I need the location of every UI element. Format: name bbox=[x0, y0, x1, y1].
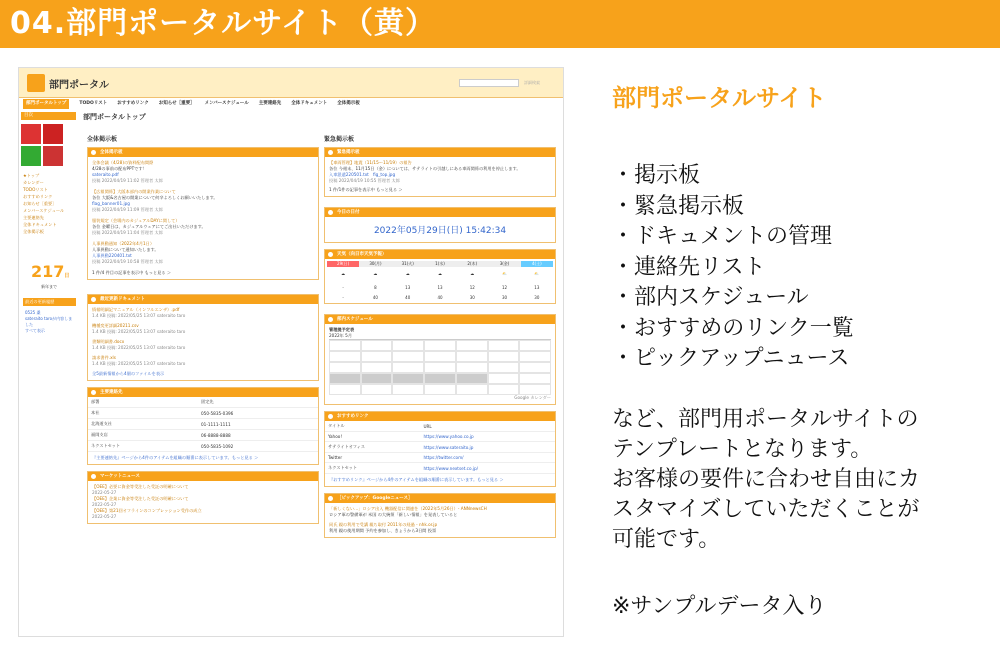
weather-day: 4(土) bbox=[521, 261, 553, 267]
weather-max-value: 30 bbox=[502, 295, 508, 300]
cloud-icon: ☁ bbox=[405, 271, 410, 276]
table-row bbox=[325, 453, 555, 463]
pickup-panel-header: ［ピックアップ：Googleニュース］ bbox=[325, 494, 555, 503]
table-row bbox=[88, 408, 318, 419]
emergency-panel bbox=[324, 147, 556, 197]
nav-item[interactable]: お知らせ［重要］ bbox=[158, 101, 195, 106]
weather-panel-header: 天気（向日市天気予報） bbox=[325, 250, 555, 259]
emergency-footer[interactable]: 1 件/1件の記事を表示中 もっと見る ＞ bbox=[329, 187, 403, 192]
contacts-table bbox=[88, 397, 318, 452]
nav-item[interactable]: 主要連絡先 bbox=[258, 101, 282, 106]
post-title[interactable]: 服装規定（会場内のカジュアルDAYに関して） bbox=[92, 218, 180, 223]
post-body: 各位 今週末、11月15日（金）については、サテライトの引越しにある車両関係の利用を停止します。 bbox=[329, 166, 521, 171]
file-name[interactable]: 入車派遣220501.txt bbox=[329, 172, 369, 177]
table-row bbox=[88, 419, 318, 430]
news-body: ロシア軍の警備軍が 米国 の大統領「新しい情報」を発表していると bbox=[329, 512, 458, 517]
portal-header bbox=[19, 68, 563, 98]
docs-panel-header: 最近更新ドキュメント bbox=[88, 295, 318, 304]
table-cell: Yahoo! bbox=[325, 432, 420, 442]
sidebar-item[interactable]: おすすめリンク bbox=[23, 194, 53, 199]
recent-item[interactable]: 0525 桑 bbox=[25, 310, 41, 315]
calendar-footer: Google カレンダー bbox=[514, 395, 551, 400]
table-cell: サテライトオフィス bbox=[325, 442, 420, 453]
weather-icons bbox=[325, 269, 555, 283]
link-url[interactable]: https://www.yahoo.co.jp bbox=[420, 432, 555, 442]
today-panel bbox=[324, 207, 556, 243]
doc-meta: 1.4 KB 投稿: 2022/05/25 13:07 sateraito taro bbox=[92, 361, 186, 366]
weather-max-value: 30 bbox=[469, 295, 475, 300]
weather-panel bbox=[324, 249, 556, 304]
news-date: 2022-05-27 bbox=[92, 502, 117, 507]
weather-day: 2(木) bbox=[456, 261, 488, 267]
post-meta: 投稿 2022/04/19 10:55 管理者 太郎 bbox=[329, 178, 400, 183]
weather-days bbox=[325, 259, 555, 269]
post-file-link[interactable]: flag_banner01.jpg bbox=[92, 201, 130, 206]
post-body: 各位 金曜日は、カジュアルウェアにてご出社いただけます。 bbox=[92, 224, 206, 229]
search-input[interactable] bbox=[459, 79, 519, 87]
feature-item: ・緊急掲示板 bbox=[612, 193, 745, 219]
table-row bbox=[325, 432, 555, 442]
post-body: 人事異動について通知いたします。 bbox=[92, 247, 159, 252]
table-cell: 050-5835-1092 bbox=[198, 441, 318, 452]
calendar-month[interactable]: 2022年 5月 bbox=[329, 333, 353, 338]
weather-min-value: 13 bbox=[405, 285, 411, 290]
recent-all-link[interactable]: すべて表示 bbox=[25, 328, 45, 333]
sample-data-note: ※サンプルデータ入り bbox=[612, 593, 827, 619]
post-meta: 投稿 2022/04/19 11:09 管理者 太郎 bbox=[92, 207, 163, 212]
schedule-label: 管理提予定表 bbox=[329, 327, 355, 332]
nav-item[interactable]: 部門ポータルトップ bbox=[23, 99, 69, 109]
table-cell: 01-1111-1111 bbox=[198, 419, 318, 430]
recent-item[interactable]: sateraito taroが内容しました bbox=[25, 316, 73, 327]
portal-nav bbox=[19, 99, 563, 109]
news-body: 利用 親の使用期間 予約を参加し、きょうから3日間 投票 bbox=[329, 528, 437, 533]
section-heading: 部門ポータルサイト bbox=[612, 84, 827, 112]
sidebar-item[interactable]: メンバースケジュール bbox=[23, 208, 65, 213]
weather-max-value: 40 bbox=[437, 295, 443, 300]
weather-max-value: - bbox=[342, 295, 344, 300]
sidebar-header: 目次 bbox=[21, 112, 76, 120]
table-cell: 06-8888-8888 bbox=[198, 430, 318, 441]
post-title[interactable]: 【広報関係】大阪本部内の開業作業について bbox=[92, 189, 176, 194]
post-body: 4/28の事前の配布PPTです！ bbox=[92, 166, 147, 171]
doc-meta: 1.4 KB 投稿: 2022/05/25 13:07 sateraito taro bbox=[92, 345, 186, 350]
countdown-label: 新年まで bbox=[41, 284, 57, 289]
description-line: テンプレートとなります。 bbox=[612, 436, 873, 462]
table-cell: ネクストセット bbox=[325, 463, 420, 474]
doc-meta: 1.4 KB 投稿: 2022/05/25 13:07 sateraito taro bbox=[92, 329, 186, 334]
market-panel-header: マーケットニュース bbox=[88, 472, 318, 481]
weather-max-value: 30 bbox=[534, 295, 540, 300]
app-tile-icon[interactable] bbox=[43, 146, 63, 166]
schedule-panel-header: 部内スケジュール bbox=[325, 315, 555, 324]
sidebar-item[interactable]: TODOリスト bbox=[23, 187, 48, 192]
doc-link[interactable]: 情報明細記マニュアル（インフルエンザ）.pdf bbox=[92, 307, 180, 312]
weather-min-value: 12 bbox=[502, 285, 508, 290]
recent-header: 最近の更新履歴 bbox=[23, 298, 76, 306]
table-row bbox=[88, 441, 318, 452]
description-line: スタマイズしていただくことが bbox=[612, 496, 920, 522]
news-link[interactable]: 【OEE】企業に資金等受注した受託の明確について bbox=[92, 496, 189, 501]
file-name[interactable]: fig_top.jpg bbox=[373, 172, 396, 177]
feature-item: ・ピックアップニュース bbox=[612, 346, 850, 371]
feature-item: ・おすすめのリンク一覧 bbox=[612, 315, 854, 341]
portal-logo-icon bbox=[27, 74, 45, 92]
post-body: 各位 大阪&名古屋の開業について何卒よろしくお願いいたします。 bbox=[92, 195, 218, 200]
description-area bbox=[612, 72, 992, 620]
post-meta: 投稿 2022/04/19 11:04 管理者 太郎 bbox=[92, 230, 163, 235]
weather-max bbox=[325, 293, 555, 303]
board-panel-header: 全体掲示板 bbox=[88, 148, 318, 157]
links-panel bbox=[324, 411, 556, 487]
table-header: 固定先 bbox=[198, 397, 318, 408]
market-panel bbox=[87, 471, 319, 524]
weather-day: 3(金) bbox=[488, 261, 520, 267]
link-url[interactable]: https://www.nextset.co.jp/ bbox=[420, 463, 555, 474]
post-title[interactable]: 全体会議（4/28)の資料配布間際 bbox=[92, 160, 154, 165]
news-link[interactable]: 「新しくない…」ロシア出入 機器配信に関連を（2022年5月26日）- ANNnewsCH bbox=[329, 506, 487, 511]
app-tile-icon[interactable] bbox=[43, 124, 63, 144]
page-title: 部門ポータルトップ bbox=[83, 113, 146, 121]
description-line: お客様の要件に合わせ自由にカ bbox=[612, 466, 921, 492]
feature-item: ・連絡先リスト bbox=[612, 254, 766, 280]
today-panel-header: 今日の日付 bbox=[325, 208, 555, 217]
sun-cloud-icon: ⛅ bbox=[534, 271, 540, 276]
app-tile-icon[interactable] bbox=[21, 146, 41, 166]
nav-item[interactable]: メンバースケジュール bbox=[204, 101, 249, 106]
countdown-value bbox=[31, 262, 69, 281]
feature-item: ・部内スケジュール bbox=[612, 285, 809, 310]
sidebar-item[interactable]: カレンダー bbox=[23, 180, 44, 185]
schedule-panel bbox=[324, 314, 556, 405]
table-cell: 福岡支店 bbox=[88, 430, 198, 441]
board-section-title: 全体掲示板 bbox=[87, 136, 118, 143]
news-date: 2022-05-27 bbox=[92, 514, 117, 519]
today-datetime: 2022年05月29日(日) 15:42:34 bbox=[373, 226, 507, 236]
emergency-section-title: 緊急掲示板 bbox=[324, 136, 355, 143]
feature-list bbox=[612, 161, 992, 375]
board-panel bbox=[87, 147, 319, 280]
weather-min-value: 12 bbox=[469, 285, 475, 290]
sidebar-item[interactable]: ★トップ bbox=[23, 173, 40, 178]
portal-screenshot bbox=[18, 67, 564, 637]
description-line: 可能です。 bbox=[612, 526, 721, 552]
post-title[interactable]: 【車両管理】地震（11/15〜11/19）の報告 bbox=[329, 160, 412, 165]
recent-list bbox=[25, 310, 76, 334]
table-row bbox=[325, 442, 555, 453]
description-line: など、部門用ポータルサイトの bbox=[612, 406, 919, 432]
countdown-number: 217 bbox=[31, 262, 65, 281]
weather-min-value: 13 bbox=[437, 285, 443, 290]
weather-day: 31(火) bbox=[392, 261, 424, 267]
sidebar-item[interactable]: 主要連絡先 bbox=[23, 215, 44, 220]
description-text bbox=[612, 405, 992, 555]
advanced-search-link[interactable]: 詳細検索 bbox=[524, 80, 540, 85]
links-table bbox=[325, 421, 555, 474]
doc-link[interactable]: 書類明細書.docx bbox=[92, 339, 125, 344]
cloud-icon: ☁ bbox=[437, 271, 442, 276]
nav-item[interactable]: 全体掲示板 bbox=[337, 101, 360, 106]
post-file-link[interactable]: sateraito.pdf bbox=[92, 172, 119, 177]
calendar-grid[interactable] bbox=[329, 339, 551, 395]
nav-item[interactable]: 全体ドキュメント bbox=[291, 101, 328, 106]
weather-day: 30(月) bbox=[359, 261, 391, 267]
doc-link[interactable]: 請求書件.xls bbox=[92, 355, 116, 360]
sidebar-item[interactable]: 全体掲示板 bbox=[23, 229, 44, 234]
cloud-icon: ☁ bbox=[373, 271, 378, 276]
link-url[interactable]: https://www.sateraito.jp bbox=[420, 442, 555, 453]
post-meta: 投稿 2022/04/19 11:02 管理者 太郎 bbox=[92, 178, 163, 183]
table-header: URL bbox=[420, 421, 555, 432]
table-row bbox=[325, 463, 555, 474]
news-link[interactable]: 【OEE】第21回オフラインのコンプレッション受作の成立 bbox=[92, 508, 202, 513]
news-date: 2022-05-27 bbox=[92, 490, 117, 495]
table-cell: 北海道支社 bbox=[88, 419, 198, 430]
table-cell: ネクストセット bbox=[88, 441, 198, 452]
table-header: タイトル bbox=[325, 421, 420, 432]
post-meta: 投稿 2022/04/19 10:58 管理者 太郎 bbox=[92, 259, 163, 264]
right-column bbox=[324, 134, 556, 544]
links-footer[interactable]: 『おすすめリンク』ページから4件のアイテムを組織の順番に表示しています。もっと見る ＞ bbox=[329, 477, 504, 482]
contacts-footer[interactable]: 『主要連絡先』ページから4件のアイテムを組織の順番に表示しています。もっと見る ＞ bbox=[92, 455, 259, 460]
weather-day: 29(日) bbox=[327, 261, 359, 267]
contacts-panel-header: 主要連絡先 bbox=[88, 388, 318, 397]
cloud-icon: ☁ bbox=[470, 271, 475, 276]
table-row bbox=[88, 430, 318, 441]
doc-link[interactable]: 機種変更詳細20211.csv bbox=[92, 323, 139, 328]
doc-meta: 1.4 KB 投稿: 2022/05/25 13:07 sateraito taro bbox=[92, 313, 186, 318]
post-title[interactable]: 人事異動通知（2022年4月1日） bbox=[92, 241, 155, 246]
post-file-link[interactable]: 人事異動220401.txt bbox=[92, 253, 132, 258]
portal-logo-title: 部門ポータル bbox=[49, 80, 109, 91]
weather-max-value: 40 bbox=[372, 295, 378, 300]
news-link[interactable]: 【OEE】必要に資金等受注した受託の明確について bbox=[92, 484, 189, 489]
feature-item: ・掲示板 bbox=[612, 163, 701, 188]
docs-footer[interactable]: 全5最新情報から4個のファイルを表示 bbox=[92, 371, 165, 376]
feature-item: ・ドキュメントの管理 bbox=[612, 224, 833, 249]
sidebar-item[interactable]: 全体ドキュメント bbox=[23, 222, 57, 227]
weather-min bbox=[325, 283, 555, 293]
link-url[interactable]: https://twitter.com/ bbox=[420, 453, 555, 463]
left-column bbox=[87, 134, 319, 530]
table-cell: Twitter bbox=[325, 453, 420, 463]
sidebar-menu bbox=[23, 172, 64, 235]
nav-item[interactable]: おすすめリンク bbox=[117, 101, 149, 106]
sidebar bbox=[21, 112, 76, 412]
news-link[interactable]: 同氏 親の利用で受講 親ち取付 2011年の経過 - nhk.or.jp bbox=[329, 522, 438, 527]
countdown-unit: 日 bbox=[64, 273, 70, 279]
table-cell: 050-5835-0396 bbox=[198, 408, 318, 419]
table-cell: 本社 bbox=[88, 408, 198, 419]
emergency-panel-header: 緊急掲示板 bbox=[325, 148, 555, 157]
board-footer[interactable]: 1 件/4 件目の記事を表示中 もっと見る ＞ bbox=[92, 270, 172, 275]
weather-day: 1(水) bbox=[424, 261, 456, 267]
nav-item[interactable]: TODOリスト bbox=[79, 101, 108, 106]
docs-panel bbox=[87, 294, 319, 381]
sidebar-item[interactable]: お知らせ［重要］ bbox=[23, 201, 57, 206]
weather-min-value: 13 bbox=[534, 285, 540, 290]
pickup-panel bbox=[324, 493, 556, 538]
cloud-icon: ☁ bbox=[341, 271, 346, 276]
contacts-panel bbox=[87, 387, 319, 465]
app-tile-icon[interactable] bbox=[21, 124, 41, 144]
sun-cloud-icon: ⛅ bbox=[502, 271, 508, 276]
links-panel-header: おすすめリンク bbox=[325, 412, 555, 421]
slide-title: 04.部門ポータルサイト（黄） bbox=[0, 0, 1000, 48]
weather-max-value: 40 bbox=[405, 295, 411, 300]
table-header: 部署 bbox=[88, 397, 198, 408]
weather-min-value: 8 bbox=[374, 285, 377, 290]
weather-min-value: - bbox=[342, 285, 344, 290]
